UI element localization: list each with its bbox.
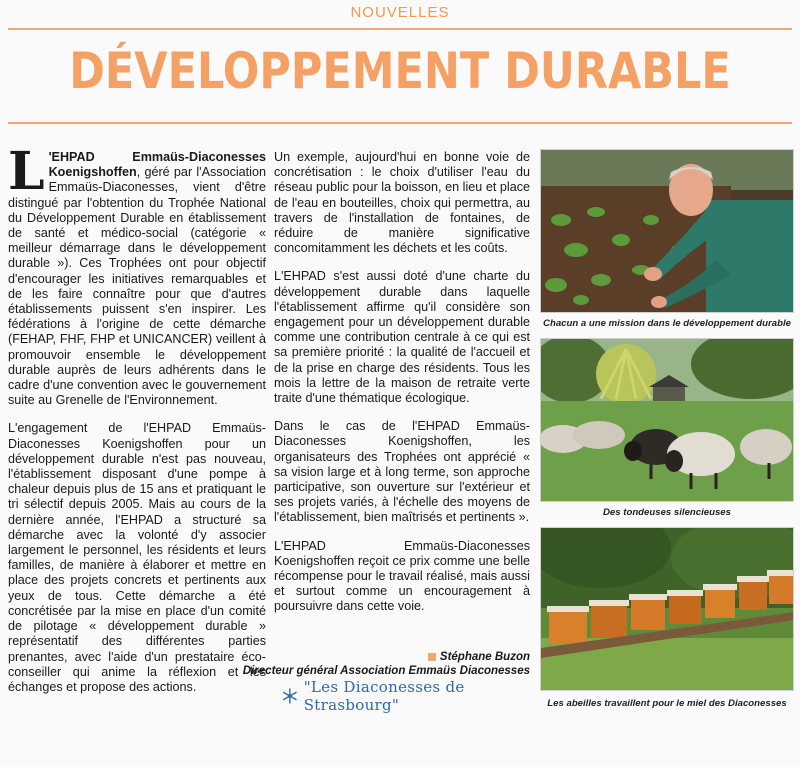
article-column-1 <box>8 141 266 708</box>
paragraph: Dans le cas de l'EHPAD Emmaüs-Diaconesses Koenigshoffen, les organisateurs des Trophées ont apprécié « sa vision large et à long terme, son approche participative, son ouverture sur l'extérieur et ses projets variés, à l'échelle des moyens de l'établissement, bien maîtrisés et pertinents ». <box>274 419 530 525</box>
drop-cap: L <box>8 141 45 202</box>
lead-text: 'EHPAD Emmaüs-Diaconesses Koenigshoffen <box>48 150 266 180</box>
photo-caption: Chacun a une mission dans le développement durable <box>543 318 791 329</box>
author-title: Directeur général Association Emmaüs Diaconesses <box>242 665 530 677</box>
photo-caption: Des tondeuses silencieuses <box>603 507 731 518</box>
photo-sheep <box>540 338 794 502</box>
photo-beehives <box>540 527 794 691</box>
snowflake-icon <box>282 687 298 705</box>
top-divider <box>8 28 792 30</box>
author-signature <box>243 650 530 678</box>
signature-marker <box>428 653 436 661</box>
title-divider <box>8 122 792 124</box>
paragraph: L'engagement de l'EHPAD Emmaüs-Diaconesses Koenigshoffen pour un développement durable n'est pas nouveau, l'établissement disposant d'une pompe à chaleur depuis plus de 15 ans et pratiquant le tri sélectif depuis 2005. Mais au cours de la dernière année, l'EHPAD a structuré sa démarche avec la volonté d'y associer largement le personnel, les résidents et leurs familles, de manière à élaborer et mettre en place des projets concrets et pertinents aux yeux de tous. Cette démarche a été concrétisée par la mise en place d'un comité de pilotage « développement durable » représentatif des différentes parties prenantes, avec l'aide d'un prestataire éco-conseiller qui anime la réflexion et les échanges et propose des actions. <box>8 421 266 694</box>
photo-gardening <box>540 149 794 313</box>
logo-text: "Les Diaconesses de Strasbourg" <box>303 678 465 714</box>
paragraph-text: , géré par l'Association Emmaüs-Diaconesses, vient d'être distingué par l'obtention du Trophée National du Développement Durable en établissement de santé et médico-social (catégorie « meilleur démarrage dans le développement durable »). Ces Trophées ont pour objectif d'encourager les initiatives remarquables et de les faire connaître pour que d'autres établissements puissent s'en inspirer. Les fédérations à l'origine de cette démarche (FEHAP, FHF, FHP et UNICANCER) veillent à promouvoir ensemble le développement durable auprès de leurs adhérents dans le cadre d'une convention avec le gouvernement suite au Grenelle de l'Environnement. <box>8 165 266 408</box>
paragraph: Un exemple, aujourd'hui en bonne voie de concrétisation : le choix d'utiliser l'eau du réseau public pour la boisson, en lieu et place de l'eau en bouteilles, choix qui permettra, au travers de l'installation de fontaines, de réduire de manière significative concomitamment les déchets et les coûts. <box>274 150 530 256</box>
article-column-2 <box>274 150 530 628</box>
paragraph <box>8 141 266 408</box>
paragraph: L'EHPAD Emmaüs-Diaconesses Koenigshoffen reçoit ce prix comme une belle récompense pour le travail réalisé, mais aussi et surtout comme un encouragement à poursuivre dans cette voie. <box>274 538 530 614</box>
paragraph: L'EHPAD s'est aussi doté d'une charte du développement durable dans laquelle l'établissement affirme qu'il considère son engagement pour un développement durable comme une contribution centrale à ce qui est sa première priorité : la qualité de l'accueil et de la prise en charge des résidents. Tous les mois la lettre de la maison de retraite verte traite d'une thématique écologique. <box>274 269 530 406</box>
author-name: Stéphane Buzon <box>439 651 530 663</box>
page-title: DÉVELOPPEMENT DURABLE <box>69 42 731 100</box>
organization-logo <box>282 678 532 714</box>
photo-caption: Les abeilles travaillent pour le miel des Diaconesses <box>547 698 787 709</box>
section-rubric: NOUVELLES <box>350 4 450 21</box>
